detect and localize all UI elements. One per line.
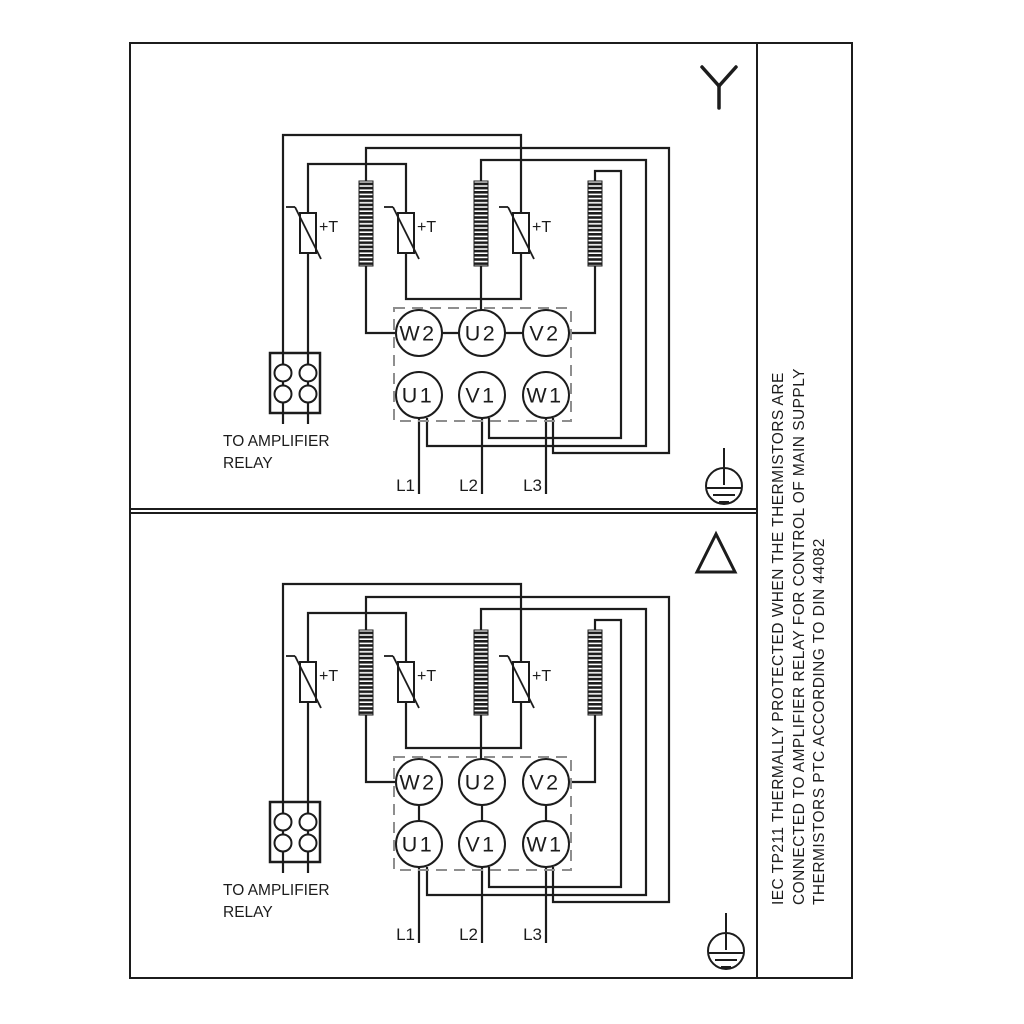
relay-caption-line: TO AMPLIFIER [223,433,330,450]
supply-line-label: L2 [459,476,478,495]
terminal-label: V2 [529,321,561,346]
thermistor-label: +T [319,219,339,236]
drawing-frame [129,42,853,979]
thermistor-icon [286,656,321,708]
motor-winding-coil [588,630,602,715]
terminal-label: U2 [464,321,498,346]
thermistor-label: +T [417,219,437,236]
motor-winding-coil [474,181,488,266]
wire [308,164,406,213]
supply-line-label: L1 [396,476,415,495]
thermistor-label: +T [532,668,552,685]
terminal-label: W1 [526,383,564,408]
terminal-label: V1 [465,383,497,408]
wire [366,715,396,782]
wire [308,613,406,662]
side-note-line: CONNECTED TO AMPLIFIER RELAY FOR CONTROL OF MAIN SUPPLY [790,368,808,905]
terminal-label: W1 [526,832,564,857]
supply-line-label: L3 [523,925,542,944]
motor-winding-coil [359,181,373,266]
relay-terminal [300,365,317,382]
relay-terminal [300,814,317,831]
thermistor-icon [499,656,534,708]
relay-terminal [300,386,317,403]
star-icon [702,67,736,108]
motor-winding-coil [588,181,602,266]
supply-line-label: L1 [396,925,415,944]
panel-star [131,44,756,510]
relay-terminal [275,365,292,382]
side-note-line: THERMISTORS PTC ACCORDING TO DIN 44082 [811,538,828,905]
relay-caption-line: RELAY [223,904,273,921]
side-note-line: IEC TP211 THERMALLY PROTECTED WHEN THE THERMISTORS ARE [770,372,787,905]
thermistor-label: +T [417,668,437,685]
wire [569,266,595,333]
thermistor-icon [384,656,419,708]
earth-ground-icon [708,913,744,969]
delta-icon [697,534,735,572]
motor-winding-coil [474,630,488,715]
star-wiring-diagram [131,44,756,507]
supply-line-label: L2 [459,925,478,944]
diagram-column [131,44,756,977]
thermistor-icon [286,207,321,259]
relay-terminal-block [270,802,320,862]
wire [406,253,521,299]
panel-delta [131,512,756,977]
earth-ground-icon [706,448,742,504]
terminal-label: U1 [401,383,435,408]
wire [569,715,595,782]
terminal-label: W2 [399,770,437,795]
terminal-label: U1 [401,832,435,857]
side-note-column [756,44,851,977]
thermistor-icon [384,207,419,259]
relay-caption-line: TO AMPLIFIER [223,882,330,899]
relay-terminal [275,386,292,403]
side-note [769,368,831,905]
thermistor-icon [499,207,534,259]
relay-terminal [300,835,317,852]
terminal-label: U2 [464,770,498,795]
relay-caption-line: RELAY [223,455,273,472]
wire [406,702,521,748]
motor-winding-coil [359,630,373,715]
thermistor-label: +T [319,668,339,685]
terminal-label: V1 [465,832,497,857]
thermistor-label: +T [532,219,552,236]
delta-wiring-diagram [131,514,756,974]
relay-terminal-block [270,353,320,413]
supply-line-label: L3 [523,476,542,495]
wire [366,266,396,333]
terminal-label: W2 [399,321,437,346]
relay-terminal [275,835,292,852]
terminal-label: V2 [529,770,561,795]
relay-terminal [275,814,292,831]
